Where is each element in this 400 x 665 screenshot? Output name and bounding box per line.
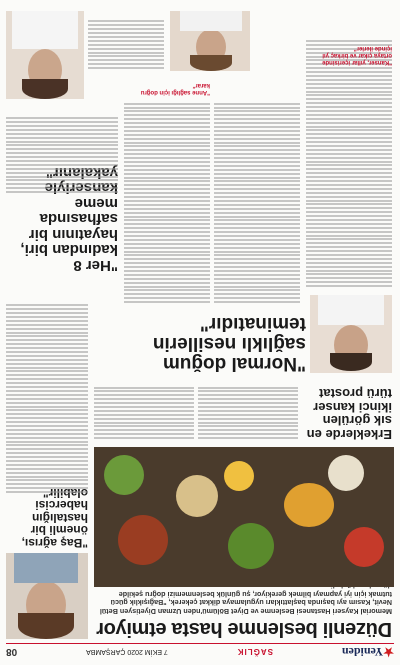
doctor-portrait-photo-3 — [6, 11, 84, 99]
food-photo — [94, 447, 394, 587]
feature-body-1 — [214, 75, 300, 305]
second-headline: Erkeklerde en sık görülen ikinci kanser türü prostat — [306, 386, 392, 442]
brand-logo — [342, 645, 394, 660]
brand-name: Yeniden — [341, 645, 384, 660]
star-icon: ★ — [383, 645, 394, 660]
doctor-portrait-photo-2 — [170, 11, 250, 71]
right-headline: "Her 8 kadından biri, hayatının bir safhasında meme — [20, 195, 118, 274]
feature-body-2 — [124, 75, 210, 305]
side-article-body — [6, 281, 88, 495]
bottom-article-body — [88, 7, 164, 71]
side-headline: "Baş ağrısı, önemli bir hastalığın habercisi — [21, 498, 88, 550]
main-subheadline: Memorial Kayseri Hastanesi Beslenme ve Diyet Bölümü'nden Uzman Diyetisyen Betül Nevit, Kasım ayı başında başlattıkları uygulamaya dikkat çekerek, "Bağışıklık gücü tutmak için iyi yapmayı bilmek gerekiyor, şu günlük beslenmemizi doğru şekilde — [99, 589, 392, 616]
section-label: SAĞLIK — [236, 647, 273, 657]
main-article-body-2 — [94, 377, 194, 441]
feature-headline: "Normal doğum sağlıklı nesillerin teminatıdır" — [152, 313, 306, 374]
issue-date: 7 EKİM 2020 ÇARŞAMBA — [86, 648, 168, 656]
header-rule — [6, 643, 394, 644]
pullquote-cancer: "Kanser, yıllar içerisinde ortaya çıkar ve birkaç yıl içinde ilerler" — [322, 45, 392, 65]
woman-headache-photo — [6, 553, 88, 639]
right-article-body — [6, 103, 118, 195]
pullquote-birth: "Anne sağlığı için doğru karar" — [140, 82, 210, 95]
page-number: 08 — [6, 646, 18, 658]
main-article-body-1 — [198, 377, 298, 441]
doctor-portrait-photo — [310, 295, 392, 373]
main-headline: Düzenli beslenme hasta etmiyor — [96, 618, 392, 640]
page-header — [6, 644, 394, 660]
